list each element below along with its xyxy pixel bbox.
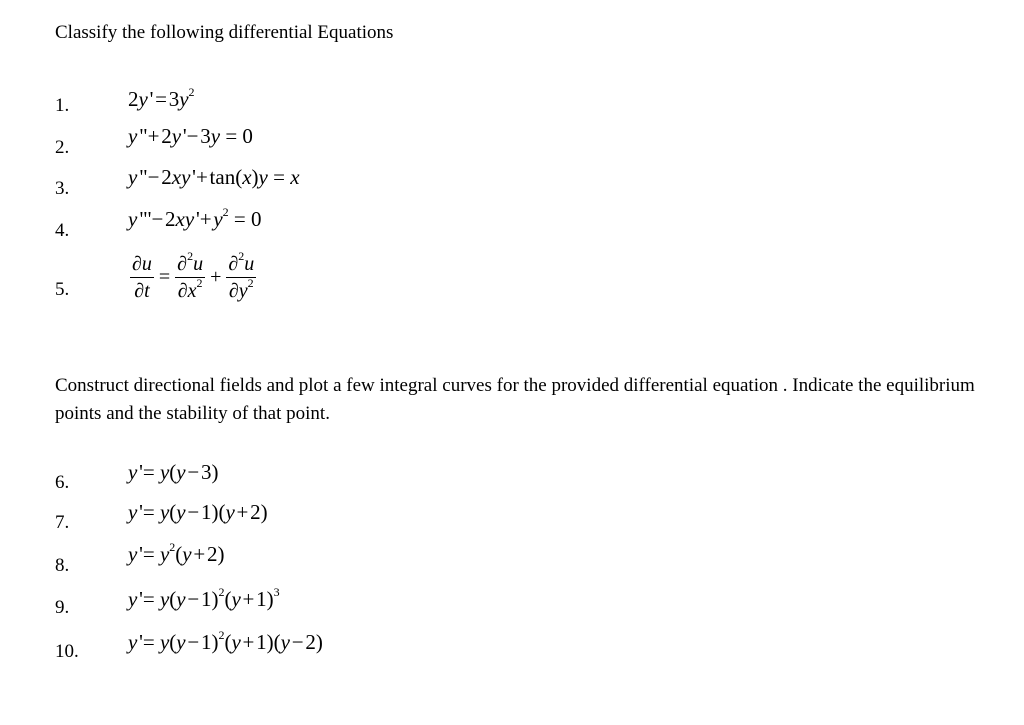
problem-6-equation: y '= y(y − 3) bbox=[128, 460, 219, 484]
section-1-heading: Classify the following differential Equations bbox=[55, 22, 394, 43]
problem-3-number: 3. bbox=[55, 178, 70, 199]
section-2-heading: Construct directional fields and plot a few integral curves for the provided differential equation . Indicate the equilibrium points and the stability of that point. bbox=[55, 375, 975, 424]
problem-8-equation: y '= $y^2(y$ + 2) bbox=[128, 540, 225, 566]
problem-1-equation: 2y ' = $3y^2$ bbox=[128, 85, 195, 111]
problem-1-number: 1. bbox=[55, 95, 70, 116]
problem-4-equation: y "'− 2xy '+ $y^2 = 0$ bbox=[128, 205, 262, 231]
problem-6-number: 6. bbox=[55, 472, 70, 493]
problem-3-equation: y "− 2xy '+ tan(x)y = x bbox=[128, 165, 300, 189]
problem-8-number: 8. bbox=[55, 555, 70, 576]
problem-9-number: 9. bbox=[55, 597, 70, 618]
problem-5-number: 5. bbox=[55, 279, 70, 300]
problem-9-equation: y '= y(y − 1)$^2$(y + 1)$^3$ bbox=[128, 585, 280, 611]
problem-10-number: 10. bbox=[55, 641, 79, 662]
problem-2-number: 2. bbox=[55, 137, 70, 158]
problem-7-equation: y '= y(y − 1)(y + 2) bbox=[128, 500, 268, 524]
problem-4-number: 4. bbox=[55, 220, 70, 241]
fraction-du-dt: $\frac{\partial u}{\partial t}$ bbox=[132, 253, 152, 302]
fraction-d2u-dy2: $\frac{\partial^2u}{\partial y^2}$ bbox=[228, 249, 255, 302]
problem-7-number: 7. bbox=[55, 512, 70, 533]
problem-5-equation: $\frac{\partial u}{\partial t}$ = $\frac{\partial^2u}{\partial x^2}$ + $\frac{\partial^2u}{\partial y^2}$ bbox=[132, 249, 255, 302]
problem-10-equation: y '= y(y − 1)$^2$(y + 1)(y − 2) bbox=[128, 628, 323, 654]
fraction-d2u-dx2: $\frac{\partial^2u}{\partial x^2}$ bbox=[177, 249, 204, 302]
problem-2-equation: y "+ 2y '− 3y = 0 bbox=[128, 124, 253, 148]
